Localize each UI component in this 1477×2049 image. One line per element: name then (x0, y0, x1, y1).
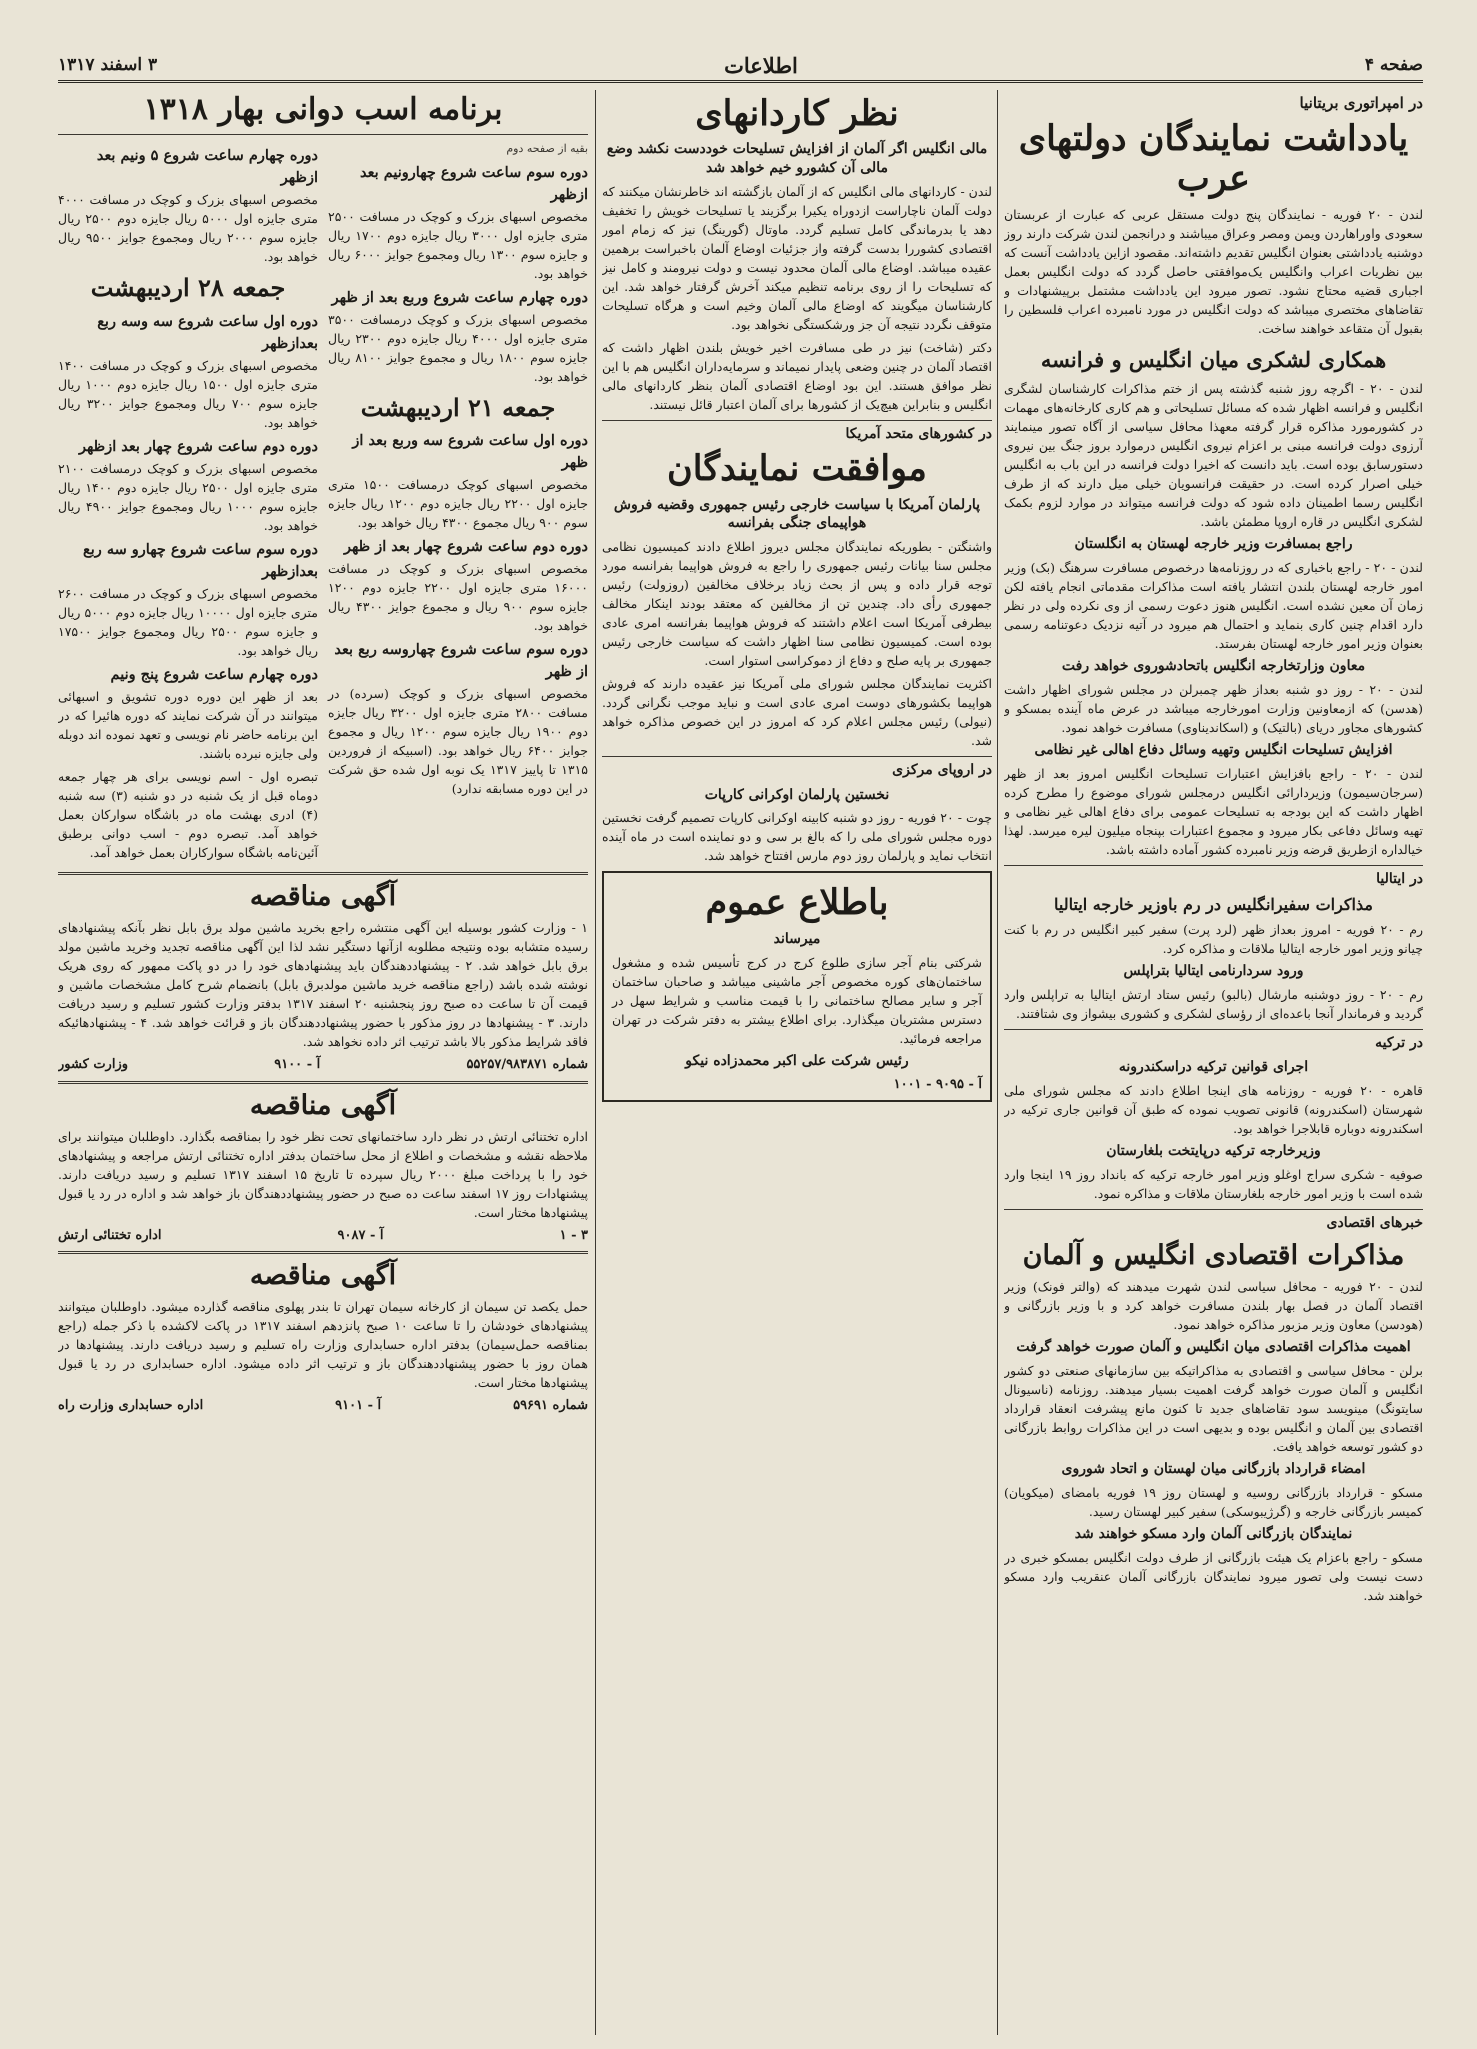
story-military-cooperation: لندن - ۲۰ - اگرچه روز شنبه گذشته پس از ختم مذاکرات کارشناسان لشگری انگلیس و فرانسه اظهار شده که مسائل تسلیحاتی و هم کاری کارخانه‌های مهمات در کشورمورد مذاکره قرار گرفته معهذا محافل سیاسی از آگاه تصور مینمایند آرزوی دولت فرانسه مبنی بر اعزام نیروی انگلیس درموارد بروز جنگ بین نیروی دستورسابق بوده است. باید دانست که اخیرا دولت فرانسه در این باب به انگلیس خیلی اصرار کرده است. در حقیقت فرانسویان خیلی میل دارند که از طرف انگلیس رسما اطمینان داده شود که دولت فرانسه میتواند در موارد لزوم بکمک لشکری انگلیس در قاره اروپا مطمئن باشد. (1004, 381, 1423, 530)
tender-title: آگهی مناقصه (249, 880, 397, 912)
race-heading: دوره سوم ساعت شروع چهارو سه ربع بعدازظهر (83, 540, 318, 580)
tender-signature: وزارت کشور (58, 1056, 129, 1072)
headline-armament: افزایش تسلیحات انگلیس وتهیه وسائل دفاع اهالی غیر نظامی (1034, 741, 1393, 758)
tender-code: آ - ۹۱۰۰ (274, 1056, 321, 1072)
headline-arab-delegates: یادداشت نمایندگان دولتهای عرب (1018, 117, 1409, 200)
race-day: جمعه ۲۸ اردیبهشت (90, 273, 286, 303)
divider (58, 1081, 588, 1084)
headline-carpatho-ukraine: نخستین پارلمان اوکرانی کارپات (704, 786, 890, 803)
race-heading: دوره دوم ساعت شروع چهار بعد ازظهر (78, 437, 318, 455)
tender-footer (58, 1055, 588, 1075)
divider (58, 134, 588, 135)
tender-code: آ - ۹۰۸۷ (337, 1227, 384, 1243)
race-heading: دوره چهارم ساعت شروع وربع بعد از ظهر (331, 288, 588, 306)
subhead-financial-experts: مالی انگلیس اگر آلمان از افزایش تسلیحات خوددست نکشد وضع مالی آن کشورو خیم خواهد شد (606, 141, 988, 177)
section-italy: در ایتالیا (1004, 865, 1423, 890)
story-congress: اکثریت نمایندگان مجلس شورای ملی آمریکا نیز عقیده دارند که فروش هواپیما بکشورهای دوست امری عادی است و نباید موجب نگرانی گردد. (نیولی) رئیس مجلس اعلام کرد که امروز در این خصوص مذاکره خواهد شد. (602, 676, 992, 749)
tender-body: حمل یکصد تن سیمان از کارخانه سیمان تهران تا بندر پهلوی مناقصه گذارده میشود. داوطلبان میتوانند پیشنهادهای خودشان را تا ساعت ۱۰ صبح پانزدهم اسفند ۱۳۱۷ در پاکت لاکشده با ذکر جمله (راجع بمناقصه حمل‌سیمان) بدفتر اداره حسابداری وزارت راه تسلیم و رسید دریافت دارند. پیشنهادها در همان روز با حضور پیشنهاددهندگان باز و ترتیب اثر داده میشود. اداره حسابداری در رد یا قبول پیشنهادها مختار است. (58, 1299, 588, 1391)
story-deputy-minister: لندن - ۲۰ - روز دو شنبه بعداز ظهر چمبرلن در مجلس شورای اظهار داشت (هدسن) که ازمعاونین وزارت امورخارجه میباشد در عرض ماه آینده بمسکو و کشورهای مجاور دریای (بالتیک) و (اسکاندیناوی) مسافرت خواهد نمود. (1004, 681, 1423, 735)
race-details: مخصوص اسبهای کوچک درمسافت ۱۵۰۰ متری جایزه اول ۲۲۰۰ ریال جایزه دوم ۱۲۰۰ ریال جایزه سوم ۹۰۰ ریال مجموع ۴۳۰۰ ریال خواهد بود. (328, 477, 588, 531)
tender-signature: اداره تختنائی ارتش (58, 1227, 162, 1243)
story-german-reps: مسکو - راجع باعزام یک هیئت بازرگانی از طرف دولت انگلیس بمسکو خبری در دست نیست ولی تصور میرود نمایندگان بازرگانی آلمان عنقریب وارد مسکو خواهند شد. (1004, 1549, 1423, 1603)
section-turkey: در ترکیه (1004, 1029, 1423, 1054)
race-heading: دوره سوم ساعت شروع چهارونیم بعد ازظهر (360, 163, 588, 203)
headline-economic-talks: مذاکرات اقتصادی انگلیس و آلمان (1022, 1239, 1405, 1271)
story-turkish-minister: صوفیه - شکری سراج اوغلو وزیر امور خارجه ترکیه که بانداد روز ۱۹ اینجا وارد شده است با وزیر امور خارجه بلغارستان ملاقات و مذاکره نمود. (1004, 1166, 1423, 1201)
tender-number: شماره ۵۹۶۹۱ (513, 1398, 588, 1414)
continued-note: بقیه از صفحه دوم (506, 142, 588, 155)
kicker: در امپراتوری بریتانیا (1299, 94, 1423, 112)
subhead-agreement: پارلمان آمریکا با سیاست خارجی رئیس جمهوری وقضیه فروش هواپیمای جنگی بفرانسه (613, 496, 981, 532)
story-carpatho-ukraine: چوت - ۲۰ فوریه - روز دو شنبه کابینه اوکرانی کارپات تصمیم گرفت نخستین دوره مجلس شورای ملی را که بالغ بر سی و دو نماینده است در ماه آینده انتخاب نماید و پارلمان روز دوم مارس افتتاح خواهد شد. (602, 810, 992, 864)
public-notice (602, 871, 992, 1102)
race-heading: دوره دوم ساعت شروع چهار بعد از ظهر (343, 538, 588, 556)
headline-polish-minister: راجع بمسافرت وزیر خارجه لهستان به انگلستان (1074, 536, 1353, 553)
masthead (58, 50, 1423, 83)
race-details: مخصوص اسبهای بزرک و کوچک در مسافت ۱۴۰۰ متری جایزه اول ۱۵۰۰ ریال جایزه دوم ۱۰۰۰ ریال جایزه سوم ۷۰۰ ریال ومجموع جوایز ۳۲۰۰ ریال خواهد بود. (58, 357, 318, 430)
story-financial-experts: لندن - کاردانهای مالی انگلیس که از آلمان بازگشته اند خاطرنشان میکنند که دولت آلمان ناچاراست ازدوراه یکیرا برگزیند یا تسلیحات خویش را تخفیف دهد یا بدرماندگی کامل تسلیم گردد. ماوتال (گورینگ) نیز که زمام امور اقتصادی کشوررا بدست گرفته واز جزئیات اوضاع آلمان باخبراست برهمین عقیده میباشد. اوضاع مالی آلمان محدود نیست و دولت نیرومند و کامل نیز که تسلیحات را از روی برنامه تنظیم میکند آخرش گرفتار خواهد شد. این کارشناسان میگویند که اوضاع مالی آلمان وخیم است و هرگاه تسلیحات متوقف نگردد نتیجه آن جز ورشکستگی نخواهد بود. (602, 184, 992, 333)
race-details: مخصوص اسبهای بزرک و کوچک در مسافت ۴۰۰۰ متری جایزه اول ۵۰۰۰ ریال جایزه دوم ۲۵۰۰ ریال جایزه سوم ۲۰۰۰ ریال ومجموع جوایز ۹۵۰۰ ریال خواهد بود. (58, 192, 318, 265)
race-details: مخصوص اسبهای بزرک و کوچک در مسافت ۲۶۰۰ متری جایزه اول ۱۰۰۰۰ ریال جایزه دوم ۵۰۰۰ ریال و جایزه سوم ۲۵۰۰ ریال ومجموع جوایز ۱۷۵۰۰ ریال خواهد بود. (58, 585, 318, 658)
story-balbo: رم - ۲۰ - روز دوشنبه مارشال (بالبو) رئیس ستاد ارتش ایتالیا به تراپلس وارد گردید و فرماندار آنجا باعده‌ای از رؤسای لشکری و کشوری بیشواز وی شتافتند. (1004, 986, 1423, 1021)
story-talks-importance: برلن - محافل سیاسی و اقتصادی به مذاکراتیکه بین سازمانهای صنعتی دو کشور انگلیس و آلمان صورت خواهد گرفت اهمیت بسیار میدهند. روزنامه (ناسیونال سایتونگ) مینویسد سود تقاضاهای جدید تا کنون مانع پیشرفت انعقاد قرارداد اقتصادی بین آلمان و انگلیس بوده و بدیهی است در این مذاکرات روابط بازرگانی دو کشور توسعه خواهد یافت. (1004, 1362, 1423, 1454)
tender-title: آگهی مناقصه (249, 1089, 397, 1121)
race-details: بعد از ظهر این دوره دوره تشویق و اسبهائی میتوانند در آن شرکت نمایند که دوره هائیرا که در این برنامه حاضر نام نویسی و تعهد نموده اند دوبله ولی جایزه نبرده باشند. (58, 688, 318, 761)
story-polish-minister: لندن - ۲۰ - راجع باخباری که در روزنامه‌ها درخصوص مسافرت سرهنگ (بک) وزیر امور خارجه لهستان بلندن انتشار یافته است مذاکرات مقدماتی انجام یافته لکن زمان آن معین نشده است. انگلیس هنوز دعوت رسمی از وی نکرده ولی در نظر دارد اقدام چنین کاری بنماید و احتمال هم میرود در آتیه نزدیک دعوتنامه رسمی بعنوان وزیر امور خارجه لهستان بفرستد. (1004, 560, 1423, 652)
headline-rome-talks: مذاکرات سفیرانگلیس در رم باوزیر خارجه ایتالیا (1054, 895, 1373, 915)
notice-signature: رئیس شرکت علی اکبر محمدزاده نیکو (685, 1052, 909, 1069)
headline-financial-experts: نظر کاردانهای (695, 93, 899, 134)
issue-date: ۳ اسفند ۱۳۱۷ (58, 55, 158, 75)
page-number: صفحه ۴ (1364, 55, 1423, 75)
divider (58, 872, 588, 875)
column-left (58, 90, 588, 1416)
section-economy: خبرهای اقتصادی (1004, 1209, 1423, 1234)
race-schedule-right (328, 141, 588, 866)
race-details: مخصوص اسبهای بزرک و کوچک (سرده) در مسافت ۲۸۰۰ متری جایزه اول ۳۲۰۰ ریال جایزه دوم ۱۹۰۰ ریال جایزه سوم ۱۲۰۰ ریال و مجموع جوایز ۶۴۰۰ ریال خواهد بود. (اسبیکه از فروردین ۱۳۱۵ تا پاییز ۱۳۱۷ یک نوبه اول شده حق شرکت در این دوره مسابقه ندارد) (328, 686, 588, 797)
tender-number: ۳ - ۱ (559, 1227, 588, 1243)
section-united-states: در کشورهای متحد آمریکا (602, 420, 992, 445)
headline-deputy-minister: معاون وزارتخارجه انگلیس باتحادشوروی خواهد رفت (1061, 658, 1366, 675)
headline-military-cooperation: همکاری لشکری میان انگلیس و فرانسه (1040, 347, 1387, 373)
story-aircraft-sale: واشنگتن - بطوریکه نمایندگان مجلس دیروز اطلاع دادند کمیسیون نظامی مجلس سنا بیانات رئیس جمهوری را راجع به فروش هواپیما بفرانسه مورد توجه قرار داده و پس از بحث زیاد برخلاف مخالفین (روزولت) رئیس جمهوری رأی داد. چندین تن از مخالفین که معتقد بودند اینکار مخالف بیطرفی آمریکا است اعلام داشتند که فروش هواپیما بفرانسه امری عادی بوده است. کمیسیون نظامی سنا اظهار داشت که سیاست خارجی رئیس جمهوری بر پایه صلح و دفاع از دموکراسی استوار است. (602, 539, 992, 669)
story-schacht: دکتر (شاخت) نیز در طی مسافرت اخیر خویش بلندن اظهار داشت که اقتصاد آلمان در چنین وضعی پایدار نمیماند و سرمایه‌داران انگلیس هم با این نظر موافق هستند. این بود اوضاع اقتصادی آلمان بنظر کاردانهای مالی انگلیس و بنابراین هیچ‌یک از کشورها برای آلمان اعتبار قائل نیستند. (602, 340, 992, 413)
race-heading: دوره اول ساعت شروع سه وسه ربع بعدازظهر (97, 312, 318, 352)
tender-body: ۱ - وزارت کشور بوسیله این آگهی منتشره راجع بخرید ماشین مولد برق بابل نظر بآنکه پیشنهادهای رسیده متشابه بوده ونتیجه مطلوبه ازآنها دستگیر نشد لذا این آگهی مناقصه تجدید وخرید ماشین مولد برق بابل خواهد شد. ۲ - پیشنهاددهندگان باید پیشنهادهای خود را در دو پاکت ممهور که روی هریک نوشته شده باشد (راجع مناقصه خرید ماشین مولدبرق بابل) بانضمام شرح کامل مشخصات ماشین و قیمت آن تا ساعت ده صبح روز پنجشنبه ۲۰ اسفند ۱۳۱۷ بدفتر وزارت کشور تسلیم و رسید دریافت دارند. ۳ - پیشنهادها در روز مذکور با حضور پیشنهاددهندگان باز و قرائت خواهد شد. ۴ - پیشنهادهائیکه فاقد شرایط مذکور بالا باشد ترتیب اثر داده نخواهد شد. (58, 919, 588, 1049)
column-middle (602, 90, 992, 1108)
notice-subtitle: میرساند (773, 930, 821, 947)
story-trade-agreement: مسکو - قرارداد بازرگانی روسیه و لهستان روز ۱۹ فوریه بامضای (میکویان) کمیسر بازرگانی خارجه و (گرژیبوسکی) سفیر کبیر لهستان رسید. (1004, 1484, 1423, 1519)
race-heading: دوره سوم ساعت شروع چهاروسه ربع بعد از ظهر (334, 641, 588, 681)
race-details: مخصوص اسبهای بزرک و کوچک در مسافت ۱۶۰۰۰ متری جایزه اول ۲۲۰۰ جایزه دوم ۱۲۰۰ جایزه سوم ۹۰۰ ریال و مجموع جوایز ۴۳۰۰ ریال خواهد بود. (328, 561, 588, 634)
tender-signature: اداره حسابداری وزارت راه (58, 1398, 204, 1414)
headline-trade-agreement: امضاء قرارداد بازرگانی میان لهستان و اتحاد شوروی (1061, 1460, 1366, 1477)
headline-talks-importance: اهمیت مذاکرات اقتصادی میان انگلیس و آلمان صورت خواهد گرفت (1016, 1338, 1411, 1355)
tender-number: شماره ۵۵۲۵۷/۹۸۳۸۷۱ (466, 1056, 588, 1072)
divider (58, 1251, 588, 1254)
notice-code: آ - ۹۰۹۵ - ۱۰۰۱ (893, 1076, 982, 1092)
story-economic-talks: لندن - ۲۰ فوریه - محافل سیاسی لندن شهرت میدهند که (والتر فونک) وزیر اقتصاد آلمان در فصل بهار بلندن مسافرت خواهد کرد و با وزیر بازرگانی و (هودسن) معاون وزیر مزبور مذاکره خواهد نمود. (1004, 1278, 1423, 1332)
headline-german-reps: نمایندگان بازرگانی آلمان وارد مسکو خواهند شد (1074, 1525, 1353, 1542)
story-rome-talks: رم - ۲۰ فوریه - امروز بعداز ظهر (لرد پرت) سفیر کبیر انگلیس در رم با کنت چیانو وزیر امور خارجه ایتالیا ملاقات و مذاکره کرد. (1004, 921, 1423, 956)
race-program-title: برنامه اسب دوانی بهار ۱۳۱۸ (143, 92, 503, 127)
race-details: مخصوص اسبهای بزرک و کوچک درمسافت ۳۵۰۰ متری جایزه اول ۴۰۰۰ ریال جایزه دوم ۲۳۰۰ ریال جایزه سوم ۱۸۰۰ ریال و مجموع جوایز ۸۱۰۰ ریال خواهد بود. (328, 311, 588, 384)
tender-body: اداره تختنائی ارتش در نظر دارد ساختمانهای تحت نظر خود را بمناقصه بگذارد. داوطلبان میتوانند برای ملاحظه نقشه و مشخصات و اطلاع از محل ساختمان بدفتر اداره تختنائی ارتش مراجعه و پیشنهادهای خود را با پرداخت مبلغ ۲۰۰۰ ریال سپرده تا تاریخ ۱۵ اسفند ۱۳۱۷ تسلیم و رسید دریافت دارند. پیشنهادات روز ۱۷ اسفند ساعت ده صبح در حضور پیشنهاددهندگان باز خواهد شد و اداره در رد یا قبول پیشنهادها مختار است. (58, 1128, 588, 1220)
column-rule (595, 90, 596, 2035)
tender-code: آ - ۹۱۰۱ (335, 1398, 382, 1414)
story-alexandretta: قاهره - ۲۰ فوریه - روزنامه های اینجا اطلاع دادند که مجلس شورای ملی شهرستان (اسکندرونه) قانونی تصویب نموده که طبق آن قوانین جاری ترکیه در اسکندرونه دوباره قابلاجرا خواهد بود. (1004, 1082, 1423, 1136)
notice-body: شرکتی بنام آجر سازی طلوع کرج در کرج تأسیس شده و مشغول ساختمان‌های کوره مخصوص آجر ماشینی میباشد و صاحبان ساختمان آجر و سایر مصالح ساختمانی را با قیمت مناسب و شرایط سهل در دسترس مشتریان میگذارد. برای اطلاع بیشتر به دفتر شرکت در تهران مراجعه فرمائید. (612, 954, 982, 1046)
tender-footer (58, 1396, 588, 1416)
column-right (1004, 90, 1423, 1609)
race-day: جمعه ۲۱ اردیبهشت (360, 392, 556, 422)
race-heading: دوره چهارم ساعت شروع ۵ ونیم بعد ازظهر (96, 147, 318, 187)
section-central-europe: در اروپای مرکزی (602, 756, 992, 781)
headline-alexandretta: اجرای قوانین ترکیه دراسکندرونه (1118, 1058, 1309, 1075)
race-heading: دوره اول ساعت شروع سه وربع بعد از ظهر (352, 432, 588, 472)
story-arab-delegates: لندن - ۲۰ فوریه - نمایندگان پنج دولت مستقل عربی که عبارت از عربستان سعودی واوراهاردن ویمن ومصر وعراق میباشند و درانجمن لندن شرکت دارند روز دوشنبه یادداشتی بعنوان انگلیس تقدیم داشته‌اند. مقصود ازاین یادداشت آنست که بین نظریات اعراب وانگلیس یک‌موافقتی حاصل گردد که دولت انگلیس بعمل اجباری قضیه محتاج نشود. تصور میرود این یادداشت مشتمل برپیشنهادات و تقاضاهای مختصری میباشد که دولت انگلیس در مورد نامبرده اعراب فلسطین را بقبول آن متقاعد خواهند ساخت. (1004, 207, 1423, 337)
column-rule (997, 90, 998, 2035)
headline-balbo: ورود سردارنامی ایتالیا بتراپلس (1123, 962, 1304, 979)
headline-agreement: موافقت نمایندگان (667, 448, 927, 490)
story-armament: لندن - ۲۰ - راجع بافزایش اعتبارات تسلیحات انگلیس امروز بعد از ظهر (سرجان‌سیمون) وزیردارائی انگلیس درمجلس شورای موضوع را مطرح کرده اظهار داشت که این بودجه به تسلیحات عمومی برای دفاع اهالی غیر نظامی و تهیه وسائل دفاعی بکار میرود و مجموع اعتبارات بپنجاه میلیون لیره میرسد. لهذا خیالداره ازطریق قرضه وزیر نامبرده کشور آماده داشته باشد. (1004, 765, 1423, 857)
tender-title: آگهی مناقصه (249, 1260, 397, 1292)
notice-title: باطلاع عموم (705, 882, 889, 924)
tender-footer (58, 1226, 588, 1246)
headline-turkish-minister: وزیرخارجه ترکیه درپایتخت بلغارستان (1106, 1142, 1321, 1159)
paper-name: اطلاعات (724, 52, 798, 78)
race-details: مخصوص اسبهای بزرک و کوچک در مسافت ۲۵۰۰ متری جایزه اول ۳۰۰۰ ریال جایزه دوم ۱۷۰۰ ریال و جایزه سوم ۱۳۰۰ ریال ومجموع جوایز ۶۰۰۰ ریال خواهد بود. (328, 208, 588, 281)
race-schedule (58, 141, 588, 866)
race-details: مخصوص اسبهای بزرک و کوچک درمسافت ۲۱۰۰ متری جایزه اول ۲۵۰۰ ریال جایزه دوم ۱۴۰۰ ریال جایزه سوم ۱۰۰۰ ریال ومجموع جوایز ۴۹۰۰ ریال خواهد بود. (58, 460, 318, 533)
race-notes: تبصره اول - اسم نویسی برای هر چهار جمعه دوماه قبل از یک شنبه در دو شنبه (۳) سه شنبه (۴) ادری بهشت ماه در باشگاه سوارکان بعمل خواهد آمد. تبصره دوم - اسب دوانی برطبق آئین‌نامه باشگاه سوارکاران بعمل خواهد آمد. (58, 768, 319, 860)
race-schedule-left (58, 141, 318, 866)
race-heading: دوره چهارم ساعت شروع پنج ونیم (110, 665, 318, 683)
